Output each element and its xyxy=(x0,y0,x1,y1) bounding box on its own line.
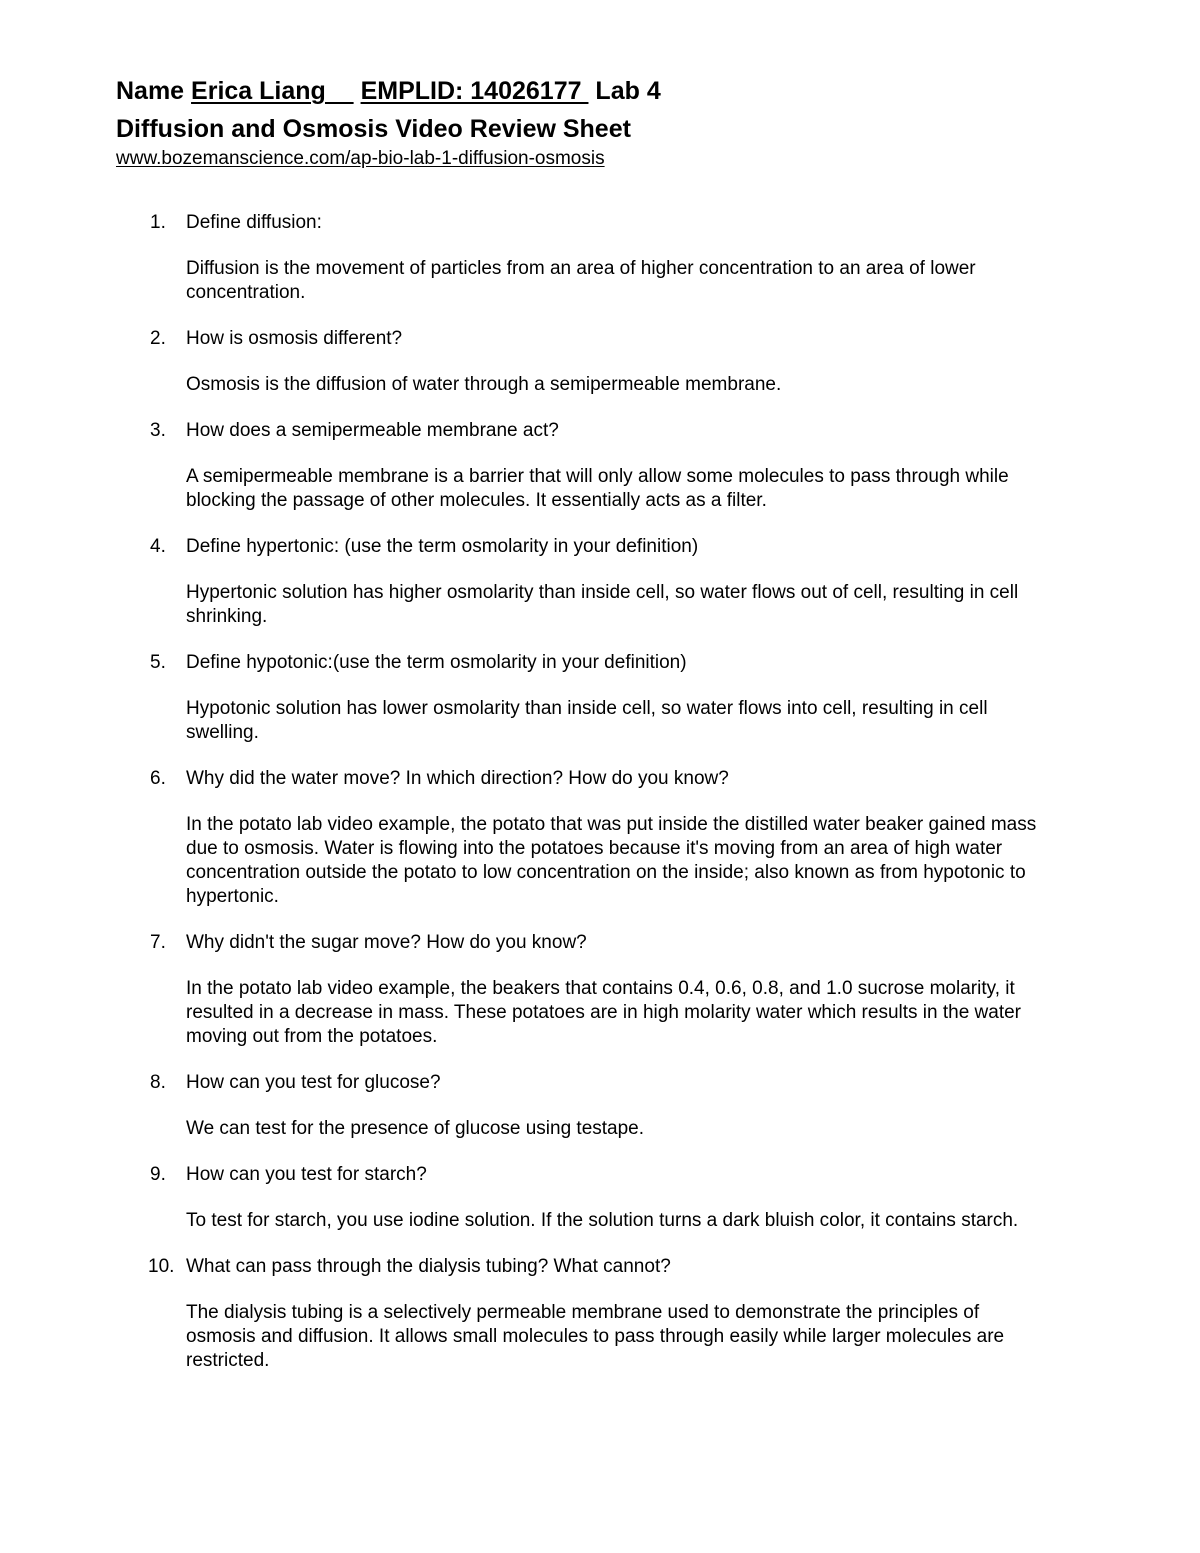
question-item xyxy=(150,1255,1050,1373)
question-item xyxy=(150,535,1050,629)
answer-text: Diffusion is the movement of particles from an area of higher concentration to an area of lower concentration. xyxy=(186,258,976,303)
question-text: How can you test for glucose? xyxy=(186,1072,441,1093)
question-item xyxy=(150,931,1050,1049)
answer-text: The dialysis tubing is a selectively permeable membrane used to demonstrate the principles of osmosis and diffusion. It allows small molecules to pass through easily while larger molecules are restricted. xyxy=(186,1302,1005,1371)
question-text: Why didn't the sugar move? How do you know? xyxy=(186,932,587,953)
answer-text: Hypertonic solution has higher osmolarity than inside cell, so water flows out of cell, resulting in cell shrinking. xyxy=(186,582,1019,627)
question-number: 5. xyxy=(150,652,166,673)
question-item xyxy=(150,767,1050,909)
answer-text: Osmosis is the diffusion of water through a semipermeable membrane. xyxy=(186,374,782,395)
question-number: 10. xyxy=(148,1256,175,1277)
question-text: Define hypotonic:(use the term osmolarity in your definition) xyxy=(186,652,687,673)
question-text: Why did the water move? In which direction? How do you know? xyxy=(186,768,729,789)
header-info-line xyxy=(116,74,1116,108)
lab-number: Lab 4 xyxy=(595,77,661,105)
question-item xyxy=(150,1071,1050,1141)
document-title: Diffusion and Osmosis Video Review Sheet xyxy=(116,115,631,143)
question-item xyxy=(150,327,1050,397)
answer-text: In the potato lab video example, the beakers that contains 0.4, 0.6, 0.8, and 1.0 sucrose molarity, it resulted in a decrease in mass. These potatoes are in high molarity water which results in the water moving out from the potatoes. xyxy=(186,978,1022,1047)
question-number: 4. xyxy=(150,536,166,557)
question-item xyxy=(150,419,1050,513)
question-number: 9. xyxy=(150,1164,166,1185)
question-item xyxy=(150,1163,1050,1233)
question-number: 3. xyxy=(150,420,166,441)
emplid: EMPLID: 14026177 xyxy=(360,77,589,105)
answer-text: In the potato lab video example, the potato that was put inside the distilled water beaker gained mass due to osmosis. Water is flowing into the potatoes because it's moving from an area of high water concentration outside the potato to low concentration on the inside; also known as from hypotonic to hypertonic. xyxy=(186,814,1037,907)
answer-text: To test for starch, you use iodine solution. If the solution turns a dark bluish color, it contains starch. xyxy=(186,1210,1019,1231)
source-url: www.bozemanscience.com/ap-bio-lab-1-diffusion-osmosis xyxy=(116,148,605,169)
question-number: 7. xyxy=(150,932,166,953)
student-name: Erica Liang xyxy=(191,77,354,105)
question-item xyxy=(150,651,1050,745)
question-text: How can you test for starch? xyxy=(186,1164,427,1185)
answer-text: We can test for the presence of glucose using testape. xyxy=(186,1118,645,1139)
question-number: 6. xyxy=(150,768,166,789)
question-item xyxy=(150,211,1050,305)
question-text: Define diffusion: xyxy=(186,212,322,233)
question-number: 1. xyxy=(150,212,166,233)
answer-text: A semipermeable membrane is a barrier that will only allow some molecules to pass through while blocking the passage of other molecules. It essentially acts as a filter. xyxy=(186,466,1009,511)
name-label: Name xyxy=(116,77,185,105)
question-text: How is osmosis different? xyxy=(186,328,403,349)
question-number: 8. xyxy=(150,1072,166,1093)
document-header xyxy=(116,74,1116,172)
answer-text: Hypotonic solution has lower osmolarity than inside cell, so water flows into cell, resulting in cell swelling. xyxy=(186,698,988,743)
question-number: 2. xyxy=(150,328,166,349)
question-text: How does a semipermeable membrane act? xyxy=(186,420,559,441)
question-text: Define hypertonic: (use the term osmolarity in your definition) xyxy=(186,536,699,557)
question-list xyxy=(150,211,1050,1395)
question-text: What can pass through the dialysis tubing? What cannot? xyxy=(186,1256,671,1277)
